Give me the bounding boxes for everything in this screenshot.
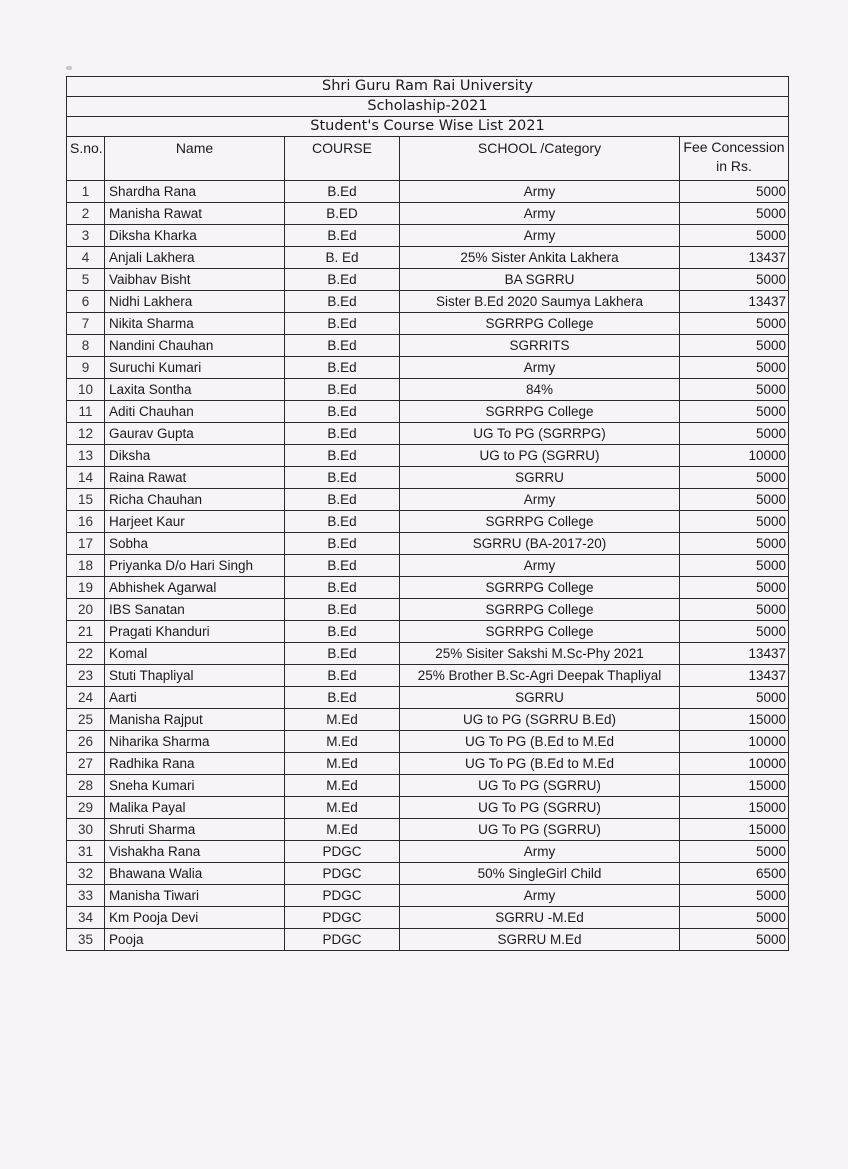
course-cell: M.Ed bbox=[285, 797, 400, 819]
school-cell: Army bbox=[400, 225, 680, 247]
school-cell: 84% bbox=[400, 379, 680, 401]
school-cell: Army bbox=[400, 841, 680, 863]
course-cell: PDGC bbox=[285, 841, 400, 863]
course-cell: B.Ed bbox=[285, 467, 400, 489]
school-cell: Army bbox=[400, 203, 680, 225]
table-row bbox=[67, 555, 789, 577]
sno-cell: 25 bbox=[67, 709, 105, 731]
table-row bbox=[67, 225, 789, 247]
fee-cell: 5000 bbox=[680, 225, 789, 247]
table-row bbox=[67, 709, 789, 731]
sno-cell: 21 bbox=[67, 621, 105, 643]
course-cell: B.Ed bbox=[285, 555, 400, 577]
sno-cell: 22 bbox=[67, 643, 105, 665]
name-cell: Km Pooja Devi bbox=[105, 907, 285, 929]
school-cell: SGRRPG College bbox=[400, 313, 680, 335]
fee-cell: 5000 bbox=[680, 313, 789, 335]
sno-cell: 32 bbox=[67, 863, 105, 885]
course-cell: PDGC bbox=[285, 907, 400, 929]
sno-cell: 15 bbox=[67, 489, 105, 511]
course-cell: M.Ed bbox=[285, 775, 400, 797]
fee-cell: 5000 bbox=[680, 269, 789, 291]
name-cell: Niharika Sharma bbox=[105, 731, 285, 753]
fee-cell: 13437 bbox=[680, 643, 789, 665]
name-cell: Raina Rawat bbox=[105, 467, 285, 489]
table-row bbox=[67, 379, 789, 401]
name-cell: Aarti bbox=[105, 687, 285, 709]
fee-cell: 15000 bbox=[680, 797, 789, 819]
table-row bbox=[67, 203, 789, 225]
table-row bbox=[67, 291, 789, 313]
course-cell: PDGC bbox=[285, 929, 400, 951]
sno-cell: 29 bbox=[67, 797, 105, 819]
school-cell: SGRRU -M.Ed bbox=[400, 907, 680, 929]
fee-header-line1: Fee Concession bbox=[683, 139, 785, 155]
school-cell: SGRRU bbox=[400, 687, 680, 709]
name-cell: Diksha bbox=[105, 445, 285, 467]
university-title: Shri Guru Ram Rai University bbox=[67, 77, 789, 97]
table-row bbox=[67, 797, 789, 819]
table-row bbox=[67, 269, 789, 291]
name-cell: Bhawana Walia bbox=[105, 863, 285, 885]
table-row bbox=[67, 819, 789, 841]
name-cell: Diksha Kharka bbox=[105, 225, 285, 247]
school-cell: Army bbox=[400, 357, 680, 379]
name-cell: Manisha Rajput bbox=[105, 709, 285, 731]
course-cell: M.Ed bbox=[285, 709, 400, 731]
sno-cell: 26 bbox=[67, 731, 105, 753]
table-row bbox=[67, 929, 789, 951]
table-row bbox=[67, 313, 789, 335]
sno-cell: 13 bbox=[67, 445, 105, 467]
course-cell: B.Ed bbox=[285, 445, 400, 467]
sno-cell: 1 bbox=[67, 181, 105, 203]
name-cell: Nandini Chauhan bbox=[105, 335, 285, 357]
table-row bbox=[67, 885, 789, 907]
school-cell: 25% Sister Ankita Lakhera bbox=[400, 247, 680, 269]
course-cell: B.Ed bbox=[285, 357, 400, 379]
school-cell: UG To PG (B.Ed to M.Ed bbox=[400, 731, 680, 753]
sno-cell: 7 bbox=[67, 313, 105, 335]
sno-cell: 4 bbox=[67, 247, 105, 269]
name-cell: Priyanka D/o Hari Singh bbox=[105, 555, 285, 577]
name-cell: Shruti Sharma bbox=[105, 819, 285, 841]
name-cell: Vaibhav Bisht bbox=[105, 269, 285, 291]
sno-cell: 6 bbox=[67, 291, 105, 313]
table-row bbox=[67, 511, 789, 533]
sno-cell: 17 bbox=[67, 533, 105, 555]
school-cell: BA SGRRU bbox=[400, 269, 680, 291]
course-cell: B.Ed bbox=[285, 401, 400, 423]
school-cell: 25% Sisiter Sakshi M.Sc-Phy 2021 bbox=[400, 643, 680, 665]
course-cell: M.Ed bbox=[285, 819, 400, 841]
course-cell: B.Ed bbox=[285, 291, 400, 313]
school-cell: SGRRITS bbox=[400, 335, 680, 357]
fee-cell: 15000 bbox=[680, 775, 789, 797]
sno-cell: 34 bbox=[67, 907, 105, 929]
school-cell: SGRRPG College bbox=[400, 577, 680, 599]
fee-cell: 5000 bbox=[680, 511, 789, 533]
fee-cell: 5000 bbox=[680, 929, 789, 951]
name-cell: Aditi Chauhan bbox=[105, 401, 285, 423]
school-cell: UG To PG (SGRRU) bbox=[400, 797, 680, 819]
fee-cell: 15000 bbox=[680, 819, 789, 841]
name-cell: Gaurav Gupta bbox=[105, 423, 285, 445]
fee-cell: 5000 bbox=[680, 599, 789, 621]
column-header-name: Name bbox=[105, 137, 285, 181]
name-cell: Stuti Thapliyal bbox=[105, 665, 285, 687]
table-row bbox=[67, 489, 789, 511]
column-header-school: SCHOOL /Category bbox=[400, 137, 680, 181]
school-cell: SGRRPG College bbox=[400, 401, 680, 423]
sno-cell: 23 bbox=[67, 665, 105, 687]
school-cell: UG To PG (SGRRU) bbox=[400, 775, 680, 797]
table-row bbox=[67, 445, 789, 467]
school-cell: Army bbox=[400, 885, 680, 907]
course-cell: B.Ed bbox=[285, 335, 400, 357]
sno-cell: 2 bbox=[67, 203, 105, 225]
fee-cell: 10000 bbox=[680, 731, 789, 753]
fee-cell: 13437 bbox=[680, 291, 789, 313]
scan-speck bbox=[66, 66, 72, 70]
school-cell: UG To PG (B.Ed to M.Ed bbox=[400, 753, 680, 775]
school-cell: SGRRPG College bbox=[400, 511, 680, 533]
course-cell: B.Ed bbox=[285, 313, 400, 335]
course-cell: B.Ed bbox=[285, 599, 400, 621]
name-cell: Richa Chauhan bbox=[105, 489, 285, 511]
course-cell: PDGC bbox=[285, 885, 400, 907]
table-row bbox=[67, 533, 789, 555]
table-row bbox=[67, 753, 789, 775]
table-row bbox=[67, 687, 789, 709]
sno-cell: 33 bbox=[67, 885, 105, 907]
name-cell: Nikita Sharma bbox=[105, 313, 285, 335]
sno-cell: 31 bbox=[67, 841, 105, 863]
fee-cell: 5000 bbox=[680, 423, 789, 445]
school-cell: SGRRU bbox=[400, 467, 680, 489]
school-cell: Army bbox=[400, 181, 680, 203]
fee-cell: 10000 bbox=[680, 753, 789, 775]
table-row bbox=[67, 247, 789, 269]
fee-cell: 5000 bbox=[680, 203, 789, 225]
course-cell: B.Ed bbox=[285, 577, 400, 599]
name-cell: Komal bbox=[105, 643, 285, 665]
name-cell: Anjali Lakhera bbox=[105, 247, 285, 269]
school-cell: Army bbox=[400, 555, 680, 577]
course-cell: M.Ed bbox=[285, 753, 400, 775]
school-cell: 50% SingleGirl Child bbox=[400, 863, 680, 885]
table-row bbox=[67, 577, 789, 599]
table-row bbox=[67, 599, 789, 621]
course-cell: B.Ed bbox=[285, 643, 400, 665]
course-cell: B.Ed bbox=[285, 269, 400, 291]
course-cell: M.Ed bbox=[285, 731, 400, 753]
school-cell: SGRRPG College bbox=[400, 621, 680, 643]
sno-cell: 30 bbox=[67, 819, 105, 841]
course-cell: B.Ed bbox=[285, 423, 400, 445]
name-cell: Sneha Kumari bbox=[105, 775, 285, 797]
name-cell: Suruchi Kumari bbox=[105, 357, 285, 379]
sno-cell: 9 bbox=[67, 357, 105, 379]
sno-cell: 16 bbox=[67, 511, 105, 533]
fee-cell: 5000 bbox=[680, 577, 789, 599]
school-cell: 25% Brother B.Sc-Agri Deepak Thapliyal bbox=[400, 665, 680, 687]
table-row bbox=[67, 907, 789, 929]
column-header-sno: S.no. bbox=[67, 137, 105, 181]
table-row bbox=[67, 357, 789, 379]
school-cell: UG to PG (SGRRU) bbox=[400, 445, 680, 467]
table-row bbox=[67, 665, 789, 687]
name-cell: Shardha Rana bbox=[105, 181, 285, 203]
sno-cell: 19 bbox=[67, 577, 105, 599]
table-row bbox=[67, 863, 789, 885]
fee-cell: 5000 bbox=[680, 401, 789, 423]
name-cell: Malika Payal bbox=[105, 797, 285, 819]
fee-cell: 5000 bbox=[680, 687, 789, 709]
fee-header-line2: in Rs. bbox=[716, 158, 752, 174]
name-cell: Vishakha Rana bbox=[105, 841, 285, 863]
school-cell: Sister B.Ed 2020 Saumya Lakhera bbox=[400, 291, 680, 313]
column-header-course: COURSE bbox=[285, 137, 400, 181]
fee-cell: 5000 bbox=[680, 533, 789, 555]
table-row bbox=[67, 841, 789, 863]
school-cell: SGRRPG College bbox=[400, 599, 680, 621]
name-cell: Pragati Khanduri bbox=[105, 621, 285, 643]
fee-cell: 5000 bbox=[680, 885, 789, 907]
fee-cell: 5000 bbox=[680, 357, 789, 379]
table-row bbox=[67, 467, 789, 489]
school-cell: UG to PG (SGRRU B.Ed) bbox=[400, 709, 680, 731]
name-cell: Harjeet Kaur bbox=[105, 511, 285, 533]
sno-cell: 24 bbox=[67, 687, 105, 709]
fee-cell: 5000 bbox=[680, 379, 789, 401]
table-row bbox=[67, 621, 789, 643]
name-cell: IBS Sanatan bbox=[105, 599, 285, 621]
course-cell: B.Ed bbox=[285, 665, 400, 687]
table-body bbox=[67, 181, 789, 951]
fee-cell: 5000 bbox=[680, 489, 789, 511]
name-cell: Radhika Rana bbox=[105, 753, 285, 775]
school-cell: UG To PG (SGRRU) bbox=[400, 819, 680, 841]
name-cell: Nidhi Lakhera bbox=[105, 291, 285, 313]
fee-cell: 10000 bbox=[680, 445, 789, 467]
course-cell: B.Ed bbox=[285, 687, 400, 709]
name-cell: Pooja bbox=[105, 929, 285, 951]
fee-cell: 5000 bbox=[680, 621, 789, 643]
table-row bbox=[67, 335, 789, 357]
table-row bbox=[67, 423, 789, 445]
course-cell: B.Ed bbox=[285, 379, 400, 401]
sno-cell: 11 bbox=[67, 401, 105, 423]
course-cell: B.ED bbox=[285, 203, 400, 225]
sno-cell: 3 bbox=[67, 225, 105, 247]
course-cell: PDGC bbox=[285, 863, 400, 885]
scholarship-table bbox=[66, 76, 789, 951]
course-cell: B.Ed bbox=[285, 511, 400, 533]
name-cell: Manisha Rawat bbox=[105, 203, 285, 225]
name-cell: Abhishek Agarwal bbox=[105, 577, 285, 599]
table-row bbox=[67, 775, 789, 797]
fee-cell: 13437 bbox=[680, 665, 789, 687]
name-cell: Sobha bbox=[105, 533, 285, 555]
fee-cell: 5000 bbox=[680, 841, 789, 863]
course-cell: B.Ed bbox=[285, 533, 400, 555]
course-cell: B. Ed bbox=[285, 247, 400, 269]
school-cell: SGRRU (BA-2017-20) bbox=[400, 533, 680, 555]
fee-cell: 13437 bbox=[680, 247, 789, 269]
sno-cell: 12 bbox=[67, 423, 105, 445]
list-title: Student's Course Wise List 2021 bbox=[67, 117, 789, 137]
fee-cell: 5000 bbox=[680, 907, 789, 929]
sno-cell: 10 bbox=[67, 379, 105, 401]
school-cell: UG To PG (SGRRPG) bbox=[400, 423, 680, 445]
course-cell: B.Ed bbox=[285, 621, 400, 643]
table-row bbox=[67, 731, 789, 753]
course-cell: B.Ed bbox=[285, 489, 400, 511]
school-cell: SGRRU M.Ed bbox=[400, 929, 680, 951]
sno-cell: 5 bbox=[67, 269, 105, 291]
fee-cell: 5000 bbox=[680, 467, 789, 489]
fee-cell: 5000 bbox=[680, 555, 789, 577]
table-row bbox=[67, 401, 789, 423]
column-header-fee bbox=[680, 137, 789, 181]
sno-cell: 20 bbox=[67, 599, 105, 621]
sno-cell: 35 bbox=[67, 929, 105, 951]
sno-cell: 8 bbox=[67, 335, 105, 357]
sno-cell: 14 bbox=[67, 467, 105, 489]
table-row bbox=[67, 643, 789, 665]
course-cell: B.Ed bbox=[285, 225, 400, 247]
sno-cell: 27 bbox=[67, 753, 105, 775]
fee-cell: 6500 bbox=[680, 863, 789, 885]
school-cell: Army bbox=[400, 489, 680, 511]
fee-cell: 15000 bbox=[680, 709, 789, 731]
name-cell: Laxita Sontha bbox=[105, 379, 285, 401]
name-cell: Manisha Tiwari bbox=[105, 885, 285, 907]
fee-cell: 5000 bbox=[680, 335, 789, 357]
table-row bbox=[67, 181, 789, 203]
sno-cell: 28 bbox=[67, 775, 105, 797]
fee-cell: 5000 bbox=[680, 181, 789, 203]
sno-cell: 18 bbox=[67, 555, 105, 577]
scholarship-title: Scholaship-2021 bbox=[67, 97, 789, 117]
course-cell: B.Ed bbox=[285, 181, 400, 203]
